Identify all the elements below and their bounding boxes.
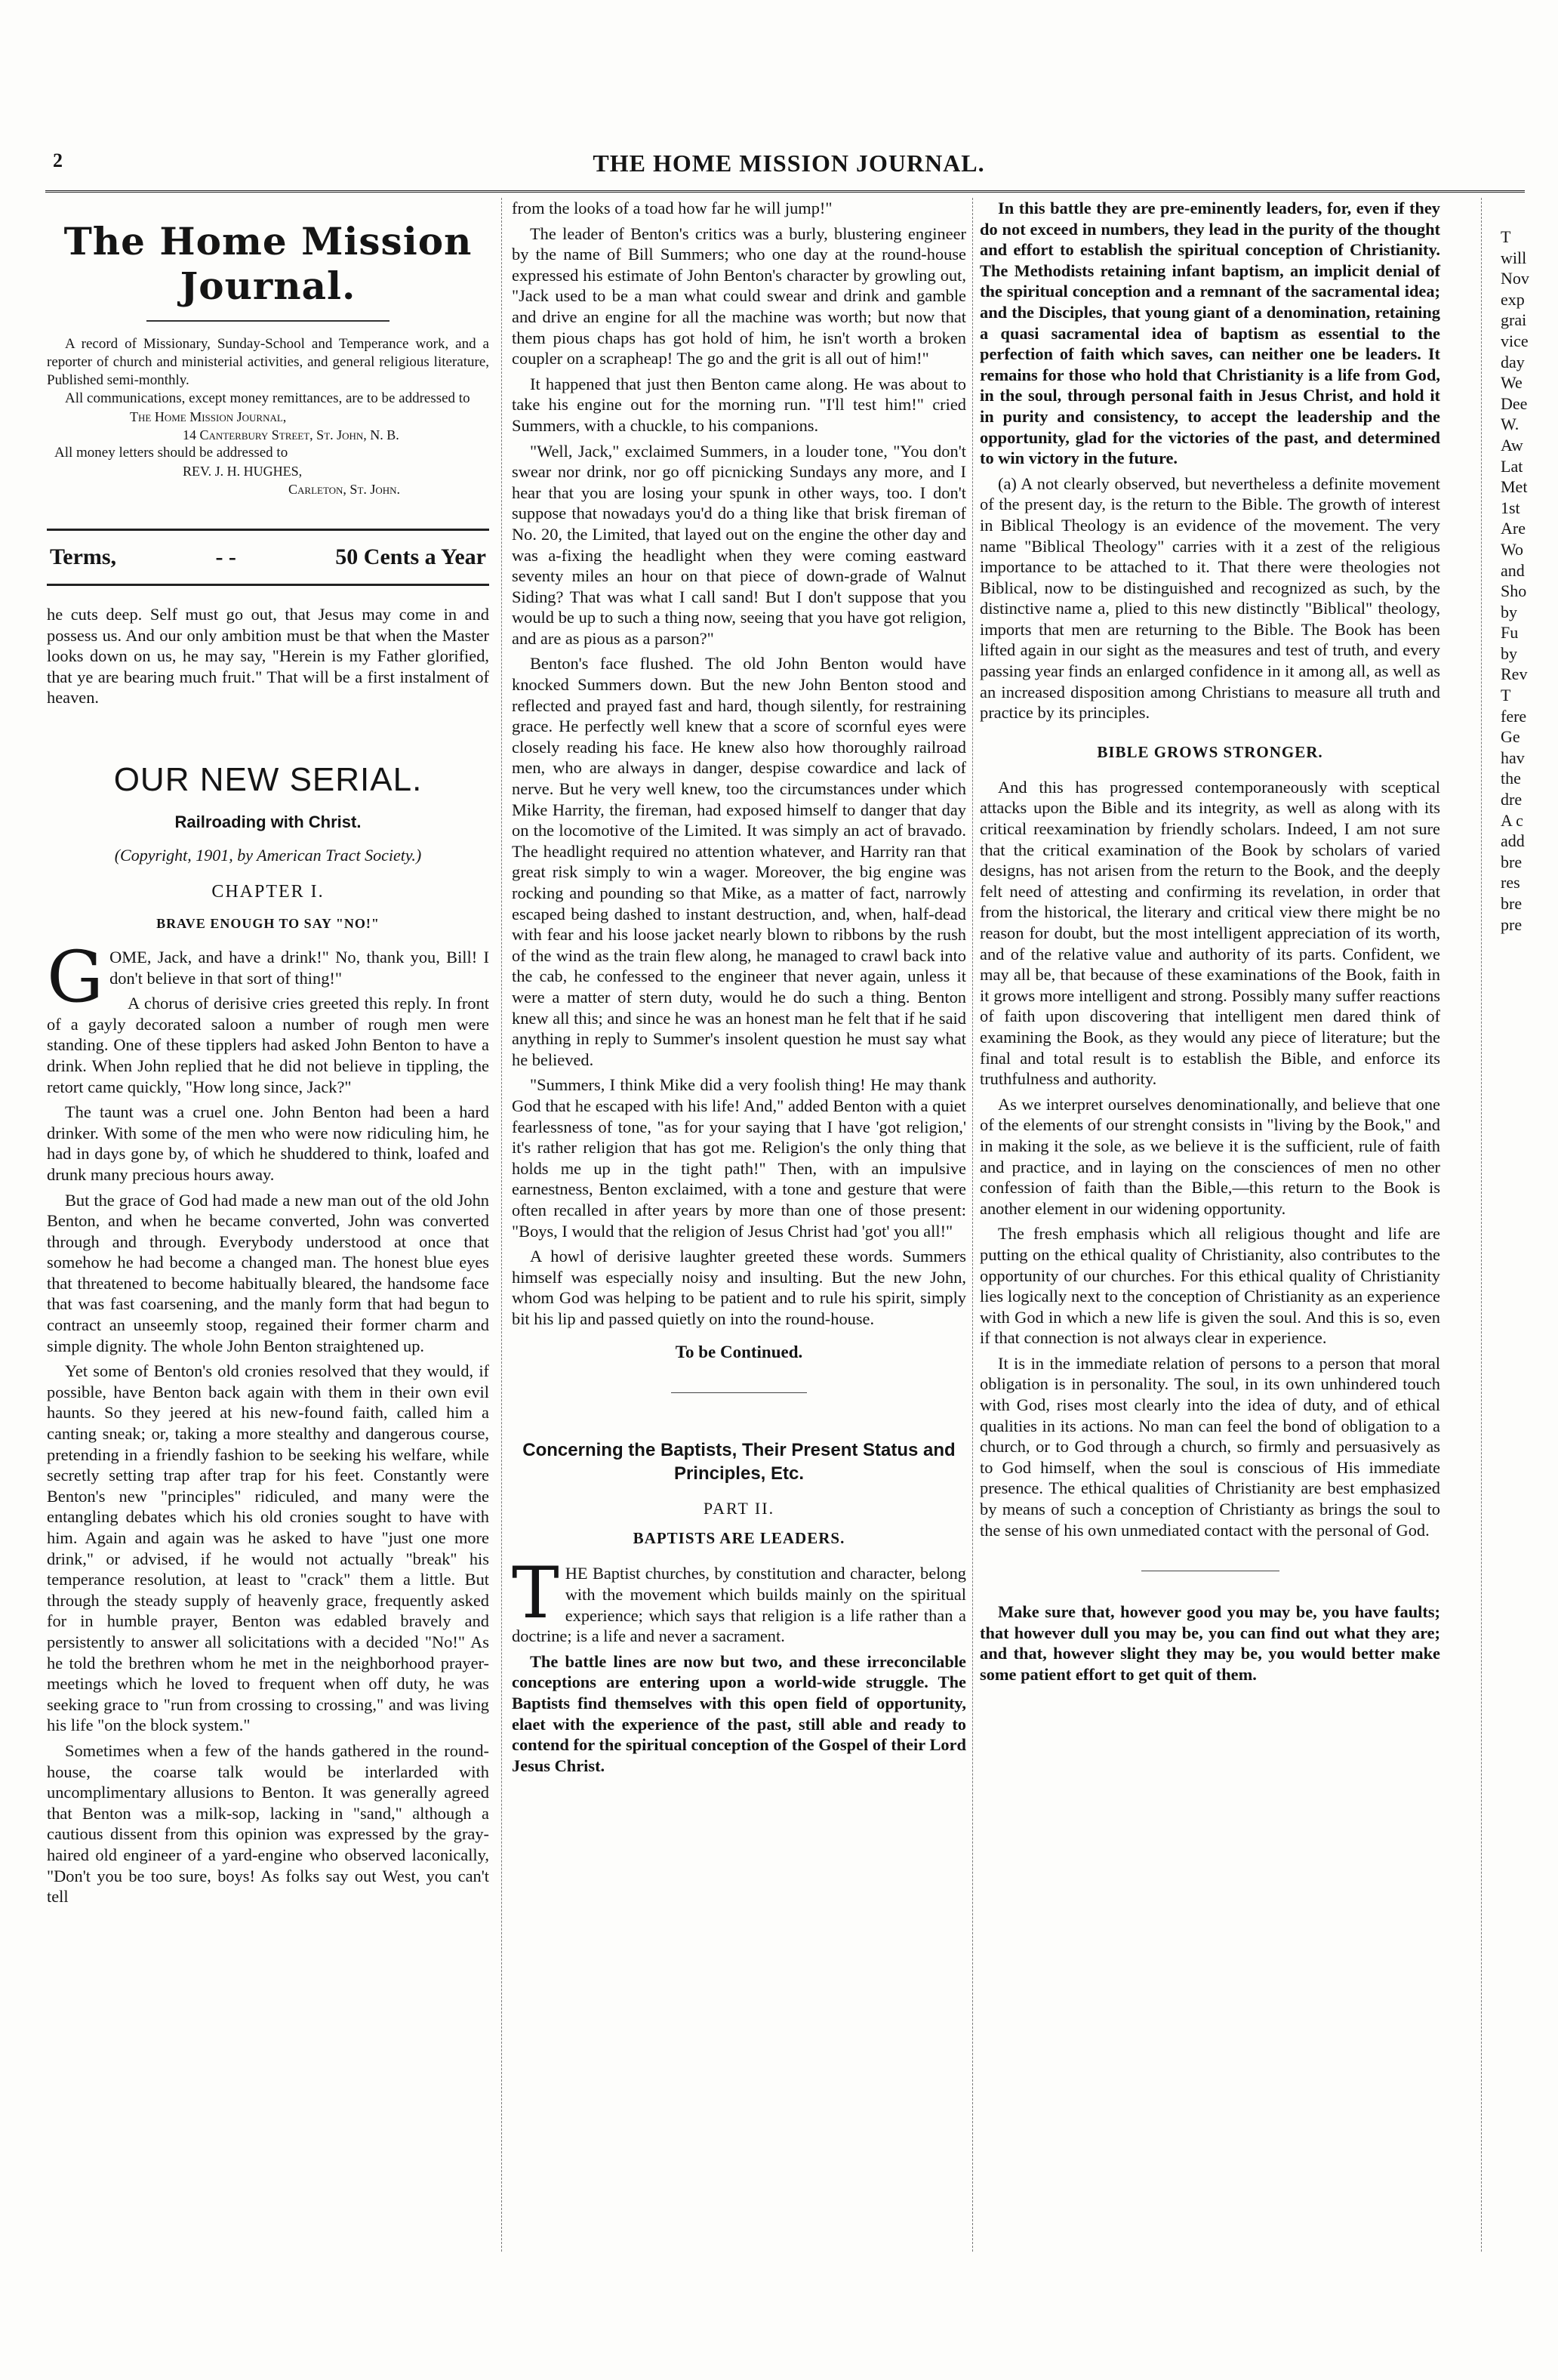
masthead-description: A record of Missionary, Sunday-School and Temperance work, and a reporter of church and ministerial activities, and general religious literature, Published semi-monthly. xyxy=(47,336,489,388)
column-4-line: 1st xyxy=(1501,498,1520,517)
story-opening xyxy=(47,936,489,1019)
column-4-line: Nov xyxy=(1501,269,1529,288)
column-4-line: bre xyxy=(1501,852,1523,871)
column-4-line: We xyxy=(1501,373,1523,393)
story-paragraph: from the looks of a toad how far he will jump!" xyxy=(512,199,833,217)
continued-text: he cuts deep. Self must go out, that Jesus may come in and possess us. And our only ambition must be that when the Master looks down on us, he may say, "Herein is my Father glorified, that ye are bearing much fruit." That will be a first instalment of heaven. xyxy=(47,605,489,708)
column-4-line: exp xyxy=(1501,289,1525,309)
drop-cap: T xyxy=(512,1552,559,1635)
drop-cap: G xyxy=(47,936,104,1019)
money-note: All money letters should be addressed to xyxy=(54,445,288,461)
story-paragraph: But the grace of God had made a new man out of the old John Benton, and when he became converted, John was converted through and through. Everybody understood at once that somehow he had become a changed man. The honest blue eyes that threatened to become habitually bleared, the handsome face that was fast coarsening, and the manly form that had begun to contract an unseemly stoop, regained their former charm and simple dignity. The whole John Benton straightened up. xyxy=(47,1190,489,1355)
column-4-line: day xyxy=(1501,352,1525,371)
column-divider xyxy=(1481,198,1482,2252)
column-4-line: by xyxy=(1501,643,1517,663)
story-paragraph: Yet some of Benton's old cronies resolved that they would, if possible, have Benton back again with them in their own evil haunts. So they jeered at his new-found faith, called him a canting sneak; or, taking a more stealthy and dangerous course, pretending in a friendly fashion to be seeking his welfare, while secretly setting trap after trap for his feet. Constantly were Benton's new "principles" ridiculed, and many were the entangling debates which his old cronies sought to have with him. Again and again was he asked to have "just one more drink," or advised, if he would not actually "break" his temperance resolution, at least to "crack" them a little. But through the steady supply of heavenly grace, frequently asked for in humble prayer, Benton was edabled bravely and persistently to answer all solicitations with a decided "No!" As he told the brethren whom he met in the neighborhood prayer-meetings which he loved to frequent when off duty, he was seeking grace to "run from crossing to crossing," and was living his life "on the block system." xyxy=(47,1361,489,1735)
serial-title: OUR NEW SERIAL. xyxy=(113,760,423,798)
article-paragraph: As we interpret ourselves denominationally, and believe that one of the elements of our strenght consists in "living by the Book," and in making it the sole, as we believe it is the sufficient, rule of faith and practice, and in laying on the consciences of men no other confession of faith than the Bible,—this return to the Book is another element in our widening opportunity. xyxy=(980,1094,1440,1218)
column-4-line: by xyxy=(1501,602,1517,621)
column-4-line: Are xyxy=(1501,519,1526,538)
opening-text: HE Baptist churches, by constitution and character, belong with the movement which builds mainly on the spiritual experience; which says that religion is a life rather than a doctrine; is a life and never a sacrament. xyxy=(512,1564,966,1646)
column-4-line: hav xyxy=(1501,748,1525,767)
column-4-line: Aw xyxy=(1501,435,1523,455)
column-4-line: grai xyxy=(1501,310,1527,330)
terms-label: Terms, xyxy=(50,544,117,569)
column-4-line: the xyxy=(1501,769,1521,788)
column-divider xyxy=(972,198,973,2252)
address-street: 14 Canterbury Street, St. John, N. B. xyxy=(183,427,399,442)
masthead-rule xyxy=(146,320,390,322)
article-paragraph: In this battle they are pre-eminently leaders, for, even if they do not exceed in numbers, they lead in the purity of the thought and effort to establish the spiritual conception of Christianity. The Methodists retaining infant baptism, an implicit denial of the spiritual conception and a remnant of the sacramental idea; and the Disciples, that young giant of a denomination, retaining a quasi sacramental idea of baptism as essential to the perfection of faith which saves, can neither one be leaders. It remains for those who hold that Christianity is a life from God, in the soul, through personal faith in Jesus Christ, and hold it in purity and consistency, to accept the leadership and the opportunity, glad for the victories of the past, and determined to win victory in the future. xyxy=(980,199,1440,468)
money-name: REV. J. H. HUGHES, xyxy=(183,464,303,479)
column-4-line: Lat xyxy=(1501,456,1523,476)
column-4-line: vice xyxy=(1501,331,1529,350)
page-header xyxy=(53,150,1525,180)
column-4-line: T xyxy=(1501,686,1511,705)
to-be-continued: To be Continued. xyxy=(675,1343,803,1362)
column-1 xyxy=(47,198,489,1912)
column-4-line: Rev xyxy=(1501,664,1528,684)
article-opening xyxy=(512,1552,966,1646)
column-4-line: Fu xyxy=(1501,623,1519,643)
article-paragraph: And this has progressed contemporaneously with sceptical attacks upon the Bible and its integrity, as well as along with its critical reexamination by friendly scholars. Indeed, I am not sure that the critical examination of the Book by scholars of varied designs, has not arisen from the return to the Book, and the deeply felt need of attesting and confirming its revelation, in order that from the historical, the literary and critical view there might be no reason for doubt, but the most intelligent appreciation of its worth, and of the relative value and authority of its parts. Confident, we may all be, that because of these examinations of the Book, faith in it grows more intelligent and strong. Possibly many suffer reactions of faith upon discovering that intelligent men dared think of examining the Book, as they would any piece of literature; but the final and total result is to establish the Bible, and enforce its truthfulness and authority. xyxy=(980,777,1440,1089)
column-divider xyxy=(501,198,502,2252)
article-paragraph: It is in the immediate relation of persons to a person that moral obligation is in personality. The soul, in its own unhindered touch with God, rises most clearly into the idea of duty, and of ethical qualities in its actions. No man can feel the bond of obligation to a church, or to God through a church, so firmly and persuasively as to God himself, when the soul is conscious of His immediate presence. The ethical qualities of Christianity are best emphasized by means of such a conception of Christianty as brings the soul to the sense of his own unmediated contact with the personal of God. xyxy=(980,1353,1440,1540)
story-paragraph: A chorus of derisive cries greeted this reply. In front of a gayly decorated saloon a number of rough men were standing. One of these tipplers had asked John Benton to have a drink. When John replied that he did not believe in tippling, the retort came quickly, "How long since, Jack?" xyxy=(47,994,489,1096)
article-title: Concerning the Baptists, Their Present Status and Principles, Etc. xyxy=(522,1440,956,1484)
column-4-line: res xyxy=(1501,873,1520,892)
article-paragraph: The fresh emphasis which all religious thought and life are putting on the ethical quality of Christianity, also contributes to the opportunity of our churches. For this ethical quality of Christianity lies logically next to the conception of Christianity as an experience with God in which a new life is given the soul. And this is so, even if that connection is not always clear in experience. xyxy=(980,1224,1440,1348)
column-4-line: dre xyxy=(1501,790,1523,809)
column-4-line: fere xyxy=(1501,706,1527,726)
closing-note: Make sure that, however good you may be, you have faults; that however dull you may be, you can find out what they are; and that, however slight they may be, you would better make some patient effort to get quit of them. xyxy=(980,1602,1440,1684)
column-4-fragment xyxy=(1501,227,1558,935)
opening-text: OME, Jack, and have a drink!" No, thank you, Bill! I don't believe in that sort of thing!" xyxy=(109,947,489,988)
story-paragraph: "Well, Jack," exclaimed Summers, in a louder tone, "You don't swear nor drink, nor go off picnicking Sundays any more, and I hear that you are losing your spunk in other ways, too. I don't suppose that nowadays you'd do a thing like that brisk fireman of No. 20, the Limited, that layed out on the engine the other day and was a-fixing the headlight when they were coming eastward seventy miles an hour on that piece of down-grade of Walnut Siding? That was what I call sand! But I don't suppose that you would be up to such a thing now, seeing that you have got religion, and are as pious as a parson?" xyxy=(512,441,966,648)
running-title: THE HOME MISSION JOURNAL. xyxy=(593,150,985,177)
column-4-line: Dee xyxy=(1501,393,1528,413)
article-paragraph: The battle lines are now but two, and these irreconcilable conceptions are entering upon a world-wide struggle. The Baptists find themselves with this open field of opportunity, elaet with the experience of the past, still able and ready to contend for the spiritual conception of the Gospel of their Lord Jesus Christ. xyxy=(512,1651,966,1775)
chapter-subhead: BRAVE ENOUGH TO SAY "NO!" xyxy=(156,915,380,931)
address-name: The Home Mission Journal, xyxy=(130,409,287,424)
column-4-line: W. xyxy=(1501,415,1520,434)
money-city: Carleton, St. John. xyxy=(288,482,401,497)
story-paragraph: Sometimes when a few of the hands gathered in the round-house, the coarse talk would be interlarded with uncomplimentary allusions to Benton. It was generally agreed that Benton was a milk-sop, lacking in "sand," although a cautious dissent from this opinion was expressed by the gray-haired old engineer of a yard-engine who observed laconically, "Don't you be too sure, boys! As folks say out West, you can't tell xyxy=(47,1740,489,1907)
masthead-name: The Home Mission Journal. xyxy=(63,219,473,308)
serial-subtitle: Railroading with Christ. xyxy=(174,812,362,831)
column-4-line: Sho xyxy=(1501,581,1527,601)
masthead-communications: All communications, except money remittances, are to be addressed to xyxy=(65,390,470,406)
story-paragraph: It happened that just then Benton came along. He was about to take his engine out for the morning run. "I'll test him!" cried Summers, with a chuckle, to his companions. xyxy=(512,374,966,435)
terms-price: 50 Cents a Year xyxy=(335,544,486,569)
header-rule xyxy=(45,190,1525,193)
story-paragraph: Benton's face flushed. The old John Benton would have knocked Summers down. But the new John Benton stood and reflected and prayed fast and hard, though silently, for restraining grace. He perfectly well knew that a score of scornful eyes were closely reading his face. He knew also how thoroughly railroad men, who are always in danger, despise cowardice and lack of nerve. But he very well knew, too the circumstances under which Mike Harrity, the fireman, had exposed himself to danger that day on the locomotive of the Limited. It was simply an act of bravado. The headlight required no attention whatever, and Harrity ran that great risk simply to win a wager. Moreover, the big engine was rocking and pounding so that Mike, as a matter of fact, narrowly escaped being dashed to instant destruction, and, when, half-dead with fear and his loose jacket nearly blown to ribbons by the rush of the wind as the train flew along, he managed to crawl back into the cab, he confessed to the engineer that never again, unless it were a matter of stern duty, would he do such a thing. Benton knew all this; and since he was an honest man he felt that if he said anything in reply to Summer's insolent question he must say what he believed. xyxy=(512,654,966,1069)
part-heading: PART II. xyxy=(703,1499,775,1518)
story-paragraph: A howl of derisive laughter greeted these words. Summers himself was especially noisy and insulting. But the new John, whom God was helping to be patient and to rule his spirit, simply bit his lip and passed quietly on into the round-house. xyxy=(512,1247,966,1328)
story-paragraph: "Summers, I think Mike did a very foolish thing! He may thank God that he escaped with his life! And," added Benton with a quiet fearlessness of tone, "as for your saying that I have 'got religion,' it's rather religion that has got me. Religion's the only thing that holds me up in the tight path!" Then, with an impulsive earnestness, Benton exclaimed, with a tone and gesture that were often recalled in after years by more than one of those present: "Boys, I would that the religion of Jesus Christ had 'got' you all!" xyxy=(512,1075,966,1241)
terms-dashes: - - xyxy=(215,544,236,569)
story-paragraph: The leader of Benton's critics was a burly, blustering engineer by the name of Bill Summers; who one day at the round-house expressed his estimate of John Benton's character by growling out, "Jack used to be a man what could swear and drink and gamble and drive an engine for all the machine was worth; but now that them pious chaps has got hold of him, he isn't worth a broken coupler on a scrapheap! The go and the grit is all out of him!" xyxy=(512,224,966,368)
terms-box xyxy=(47,529,489,586)
column-4-line: pre xyxy=(1501,914,1523,934)
column-4-line: Wo xyxy=(1501,539,1524,559)
column-4-line: Ge xyxy=(1501,727,1520,747)
column-2 xyxy=(512,198,966,1780)
column-4-line: A c xyxy=(1501,810,1523,830)
column-4-line: and xyxy=(1501,560,1525,580)
column-3 xyxy=(980,198,1440,1690)
copyright-line: (Copyright, 1901, by American Tract Society.) xyxy=(114,845,422,865)
column-4-line: add xyxy=(1501,831,1525,851)
part-subhead: BAPTISTS ARE LEADERS. xyxy=(633,1529,845,1548)
section-heading: BIBLE GROWS STRONGER. xyxy=(1097,742,1323,761)
section-divider xyxy=(671,1392,808,1393)
story-paragraph: The taunt was a cruel one. John Benton had been a hard drinker. With some of the men who were now ridiculing him, he had in days gone by, of which he shuddered to think, loafed and drunk many precious hours away. xyxy=(47,1102,489,1184)
chapter-heading: CHAPTER I. xyxy=(211,881,325,902)
column-4-line: Met xyxy=(1501,477,1528,497)
article-paragraph: (a) A not clearly observed, but nevertheless a definite movement of the present day, is the return to the Bible. The growth of interest in Biblical Theology is an evidence of the movement. The very name "Biblical Theology" carries with it a zest of the religious importance to be attached to it. That there were theologies not Biblical, now to be distinguished and recognized as such, by the distinctive name a, plied to this new distinctly "Biblical" theology, imports that men are returning to the Bible. The Book has been lifted again in our sight as the measures and test of truth, and every passing year finds an enlarged confidence in it among all, as well as an increased disposition among Christians to measure all truth and practice by its principles. xyxy=(980,473,1440,723)
column-4-line: will xyxy=(1501,248,1527,267)
column-4-line: T xyxy=(1501,227,1511,246)
column-4-line: bre xyxy=(1501,894,1523,913)
page-number: 2 xyxy=(53,150,63,171)
